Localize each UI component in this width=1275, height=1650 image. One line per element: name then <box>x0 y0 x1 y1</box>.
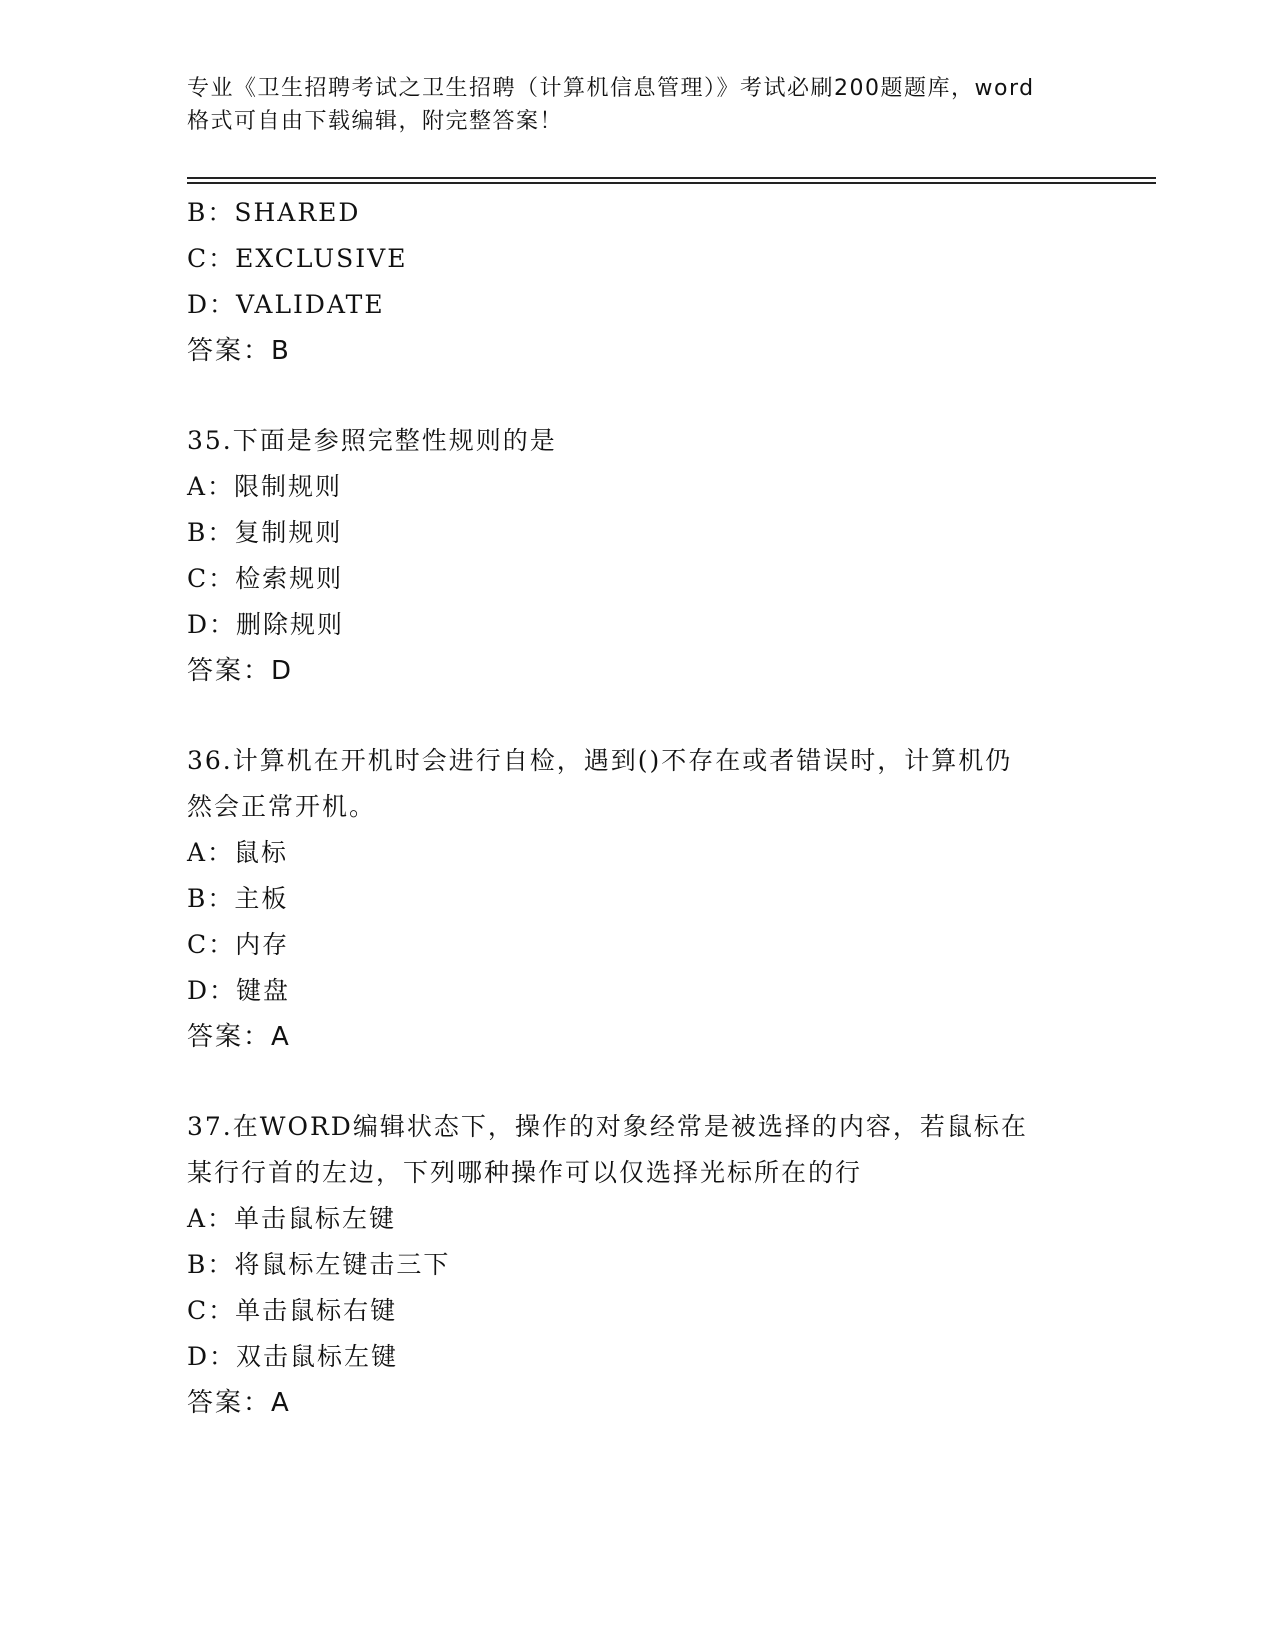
option-c: C：检索规则 <box>187 564 344 593</box>
option-c: C：EXCLUSIVE <box>187 244 408 273</box>
answer-line: 答案：A <box>187 1388 291 1418</box>
option-b: B：复制规则 <box>187 518 343 547</box>
answer-line: 答案：A <box>187 1022 291 1052</box>
question-text-line-1: 36.计算机在开机时会进行自检，遇到()不存在或者错误时，计算机仍 <box>187 746 1013 775</box>
option-b: B：主板 <box>187 884 289 913</box>
option-c: C：内存 <box>187 930 290 959</box>
option-a: A：限制规则 <box>187 472 343 501</box>
document-header <box>187 72 1087 138</box>
answer-line: 答案：B <box>187 336 291 366</box>
option-d: D：VALIDATE <box>187 290 385 319</box>
header-line-1: 专业《卫生招聘考试之卫生招聘（计算机信息管理）》考试必刷200题题库，word <box>187 76 1035 101</box>
question-text-line-2: 然会正常开机。 <box>187 792 377 821</box>
option-c: C：单击鼠标右键 <box>187 1296 398 1325</box>
option-d: D：键盘 <box>187 976 291 1005</box>
question-text-line-1: 37.在WORD编辑状态下，操作的对象经常是被选择的内容，若鼠标在 <box>187 1112 1028 1141</box>
question-35 <box>187 418 1087 694</box>
option-d: D：双击鼠标左键 <box>187 1342 399 1371</box>
header-divider-bottom <box>187 182 1156 184</box>
answer-line: 答案：D <box>187 656 294 686</box>
prev-question-block <box>187 190 1087 374</box>
option-a: A：鼠标 <box>187 838 289 867</box>
option-b: B：将鼠标左键击三下 <box>187 1250 451 1279</box>
option-b: B：SHARED <box>187 198 361 227</box>
question-36 <box>187 738 1087 1060</box>
option-d: D：删除规则 <box>187 610 345 639</box>
header-line-2: 格式可自由下载编辑，附完整答案！ <box>187 109 564 134</box>
question-37 <box>187 1104 1087 1426</box>
header-divider-top <box>187 177 1156 179</box>
question-text-line-2: 某行行首的左边，下列哪种操作可以仅选择光标所在的行 <box>187 1158 863 1187</box>
option-a: A：单击鼠标左键 <box>187 1204 397 1233</box>
question-text: 35.下面是参照完整性规则的是 <box>187 426 557 455</box>
question-list <box>187 190 1087 1426</box>
